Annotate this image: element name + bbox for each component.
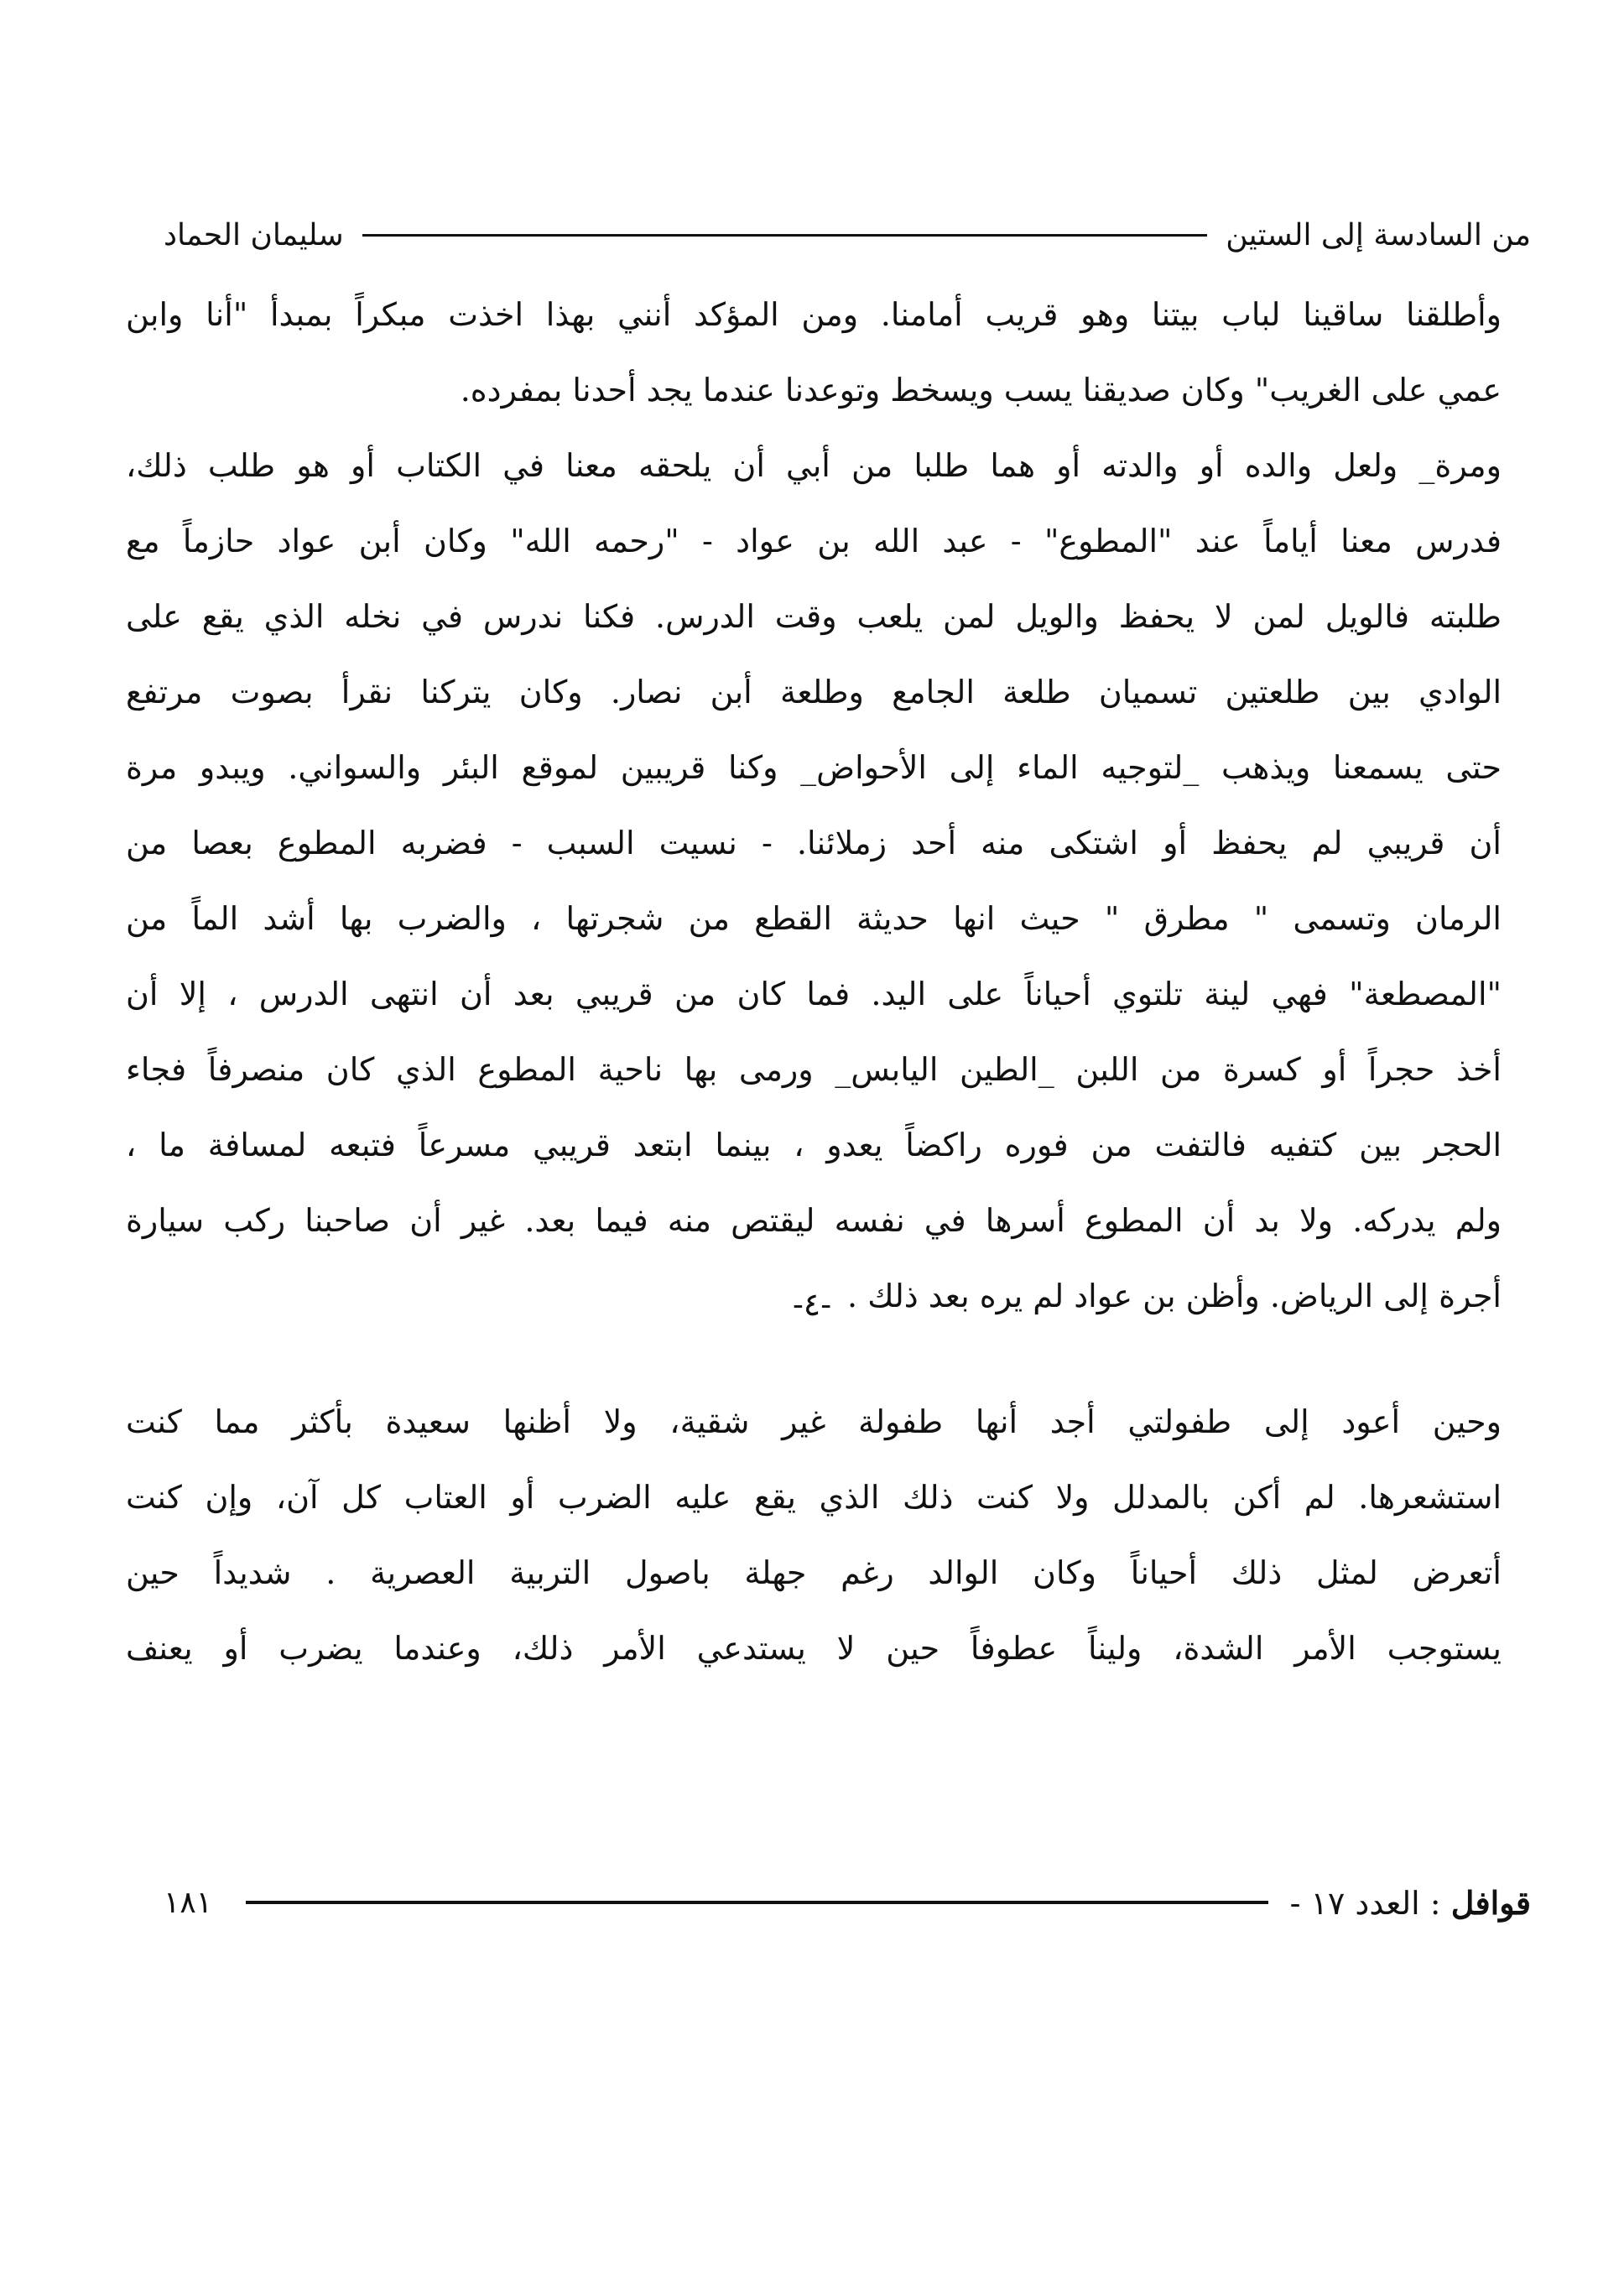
running-header (164, 210, 1531, 260)
text-line: يستوجب الأمر الشدة، وليناً عطوفاً حين لا يستدعي الأمر ذلك، وعندما يضرب أو يعنف (126, 1630, 1502, 1667)
text-line: وأطلقنا ساقينا لباب بيتنا وهو قريب أمامنا. ومن المؤكد أنني بهذا اخذت مبكراً بمبدأ "أنا وابن (126, 296, 1502, 333)
text-line: استشعرها. لم أكن بالمدلل ولا كنت ذلك الذي يقع عليه الضرب أو العتاب كل آن، وإن كنت (126, 1479, 1502, 1516)
text-line: الوادي بين طلعتين تسميان طلعة الجامع وطلعة أبن نصار. وكان يتركنا نقرأ بصوت مرتفع (126, 674, 1502, 710)
text-line: وحين أعود إلى طفولتي أجد أنها طفولة غير شقية، ولا أظنها سعيدة بأكثر مما كنت (126, 1403, 1502, 1440)
header-rule (362, 234, 1208, 237)
body-text-bottom (126, 1384, 1502, 1686)
author-name: سليمان الحماد (164, 217, 344, 252)
book-title: من السادسة إلى الستين (1226, 217, 1531, 252)
text-line: أجرة إلى الرياض. وأظن بن عواد لم يره بعد ذلك . (847, 1278, 1502, 1314)
text-line: ولم يدركه. ولا بد أن المطوع أسرها في نفسه ليقتص منه فيما بعد. غير أن صاحبنا ركب سيارة (126, 1202, 1502, 1239)
text-line: الرمان وتسمى " مطرق " حيث انها حديثة القطع من شجرتها ، والضرب بها أشد الماً من (126, 900, 1502, 937)
text-line: أخذ حجراً أو كسرة من اللبن _الطين اليابس_ ورمى بها ناحية المطوع الذي كان منصرفاً فجاء (126, 1051, 1502, 1088)
text-line: أن قريبي لم يحفظ أو اشتكى منه أحد زملائنا. - نسيت السبب - فضربه المطوع بعصا من (126, 825, 1502, 861)
text-line: "المصطعة" فهي لينة تلتوي أحياناً على اليد. فما كان من قريبي بعد أن انتهى الدرس ، إلا أن (126, 976, 1502, 1012)
running-footer (164, 1877, 1531, 1928)
text-line: طلبته فالويل لمن لا يحفظ والويل لمن يلعب وقت الدرس. فكنا ندرس في نخله الذي يقع على (126, 598, 1502, 635)
body-text-top (126, 277, 1502, 1334)
text-line: فدرس معنا أياماً عند "المطوع" - عبد الله بن عواد - "رحمه الله" وكان أبن عواد حازماً مع (126, 523, 1502, 559)
issue-number: : العدد ١٧ - (1289, 1884, 1441, 1922)
text-line: ومرة_ ولعل والده أو والدته أو هما طلبا من أبي أن يلحقه معنا في الكتاب أو هو طلب ذلك، (126, 447, 1502, 484)
page-number: ١٨١ (164, 1885, 213, 1920)
journal-label (1290, 1884, 1531, 1922)
section-number: -٤- (792, 1286, 832, 1323)
text-line: عمي على الغريب" وكان صديقنا يسب ويسخط وتوعدنا عندما يجد أحدنا بمفرده. (460, 372, 1502, 409)
footer-rule (246, 1901, 1268, 1904)
journal-name: قوافل (1450, 1883, 1531, 1922)
text-line: الحجر بين كتفيه فالتفت من فوره راكضاً يعدو ، بينما ابتعد قريبي مسرعاً فتبعه لمسافة ما ، (126, 1127, 1502, 1163)
text-line: أتعرض لمثل ذلك أحياناً وكان الوالد رغم جهلة باصول التربية العصرية . شديداً حين (126, 1554, 1502, 1591)
text-line: حتى يسمعنا ويذهب _لتوجيه الماء إلى الأحواض_ وكنا قريبين لموقع البئر والسواني. ويبدو مرة (126, 749, 1502, 786)
